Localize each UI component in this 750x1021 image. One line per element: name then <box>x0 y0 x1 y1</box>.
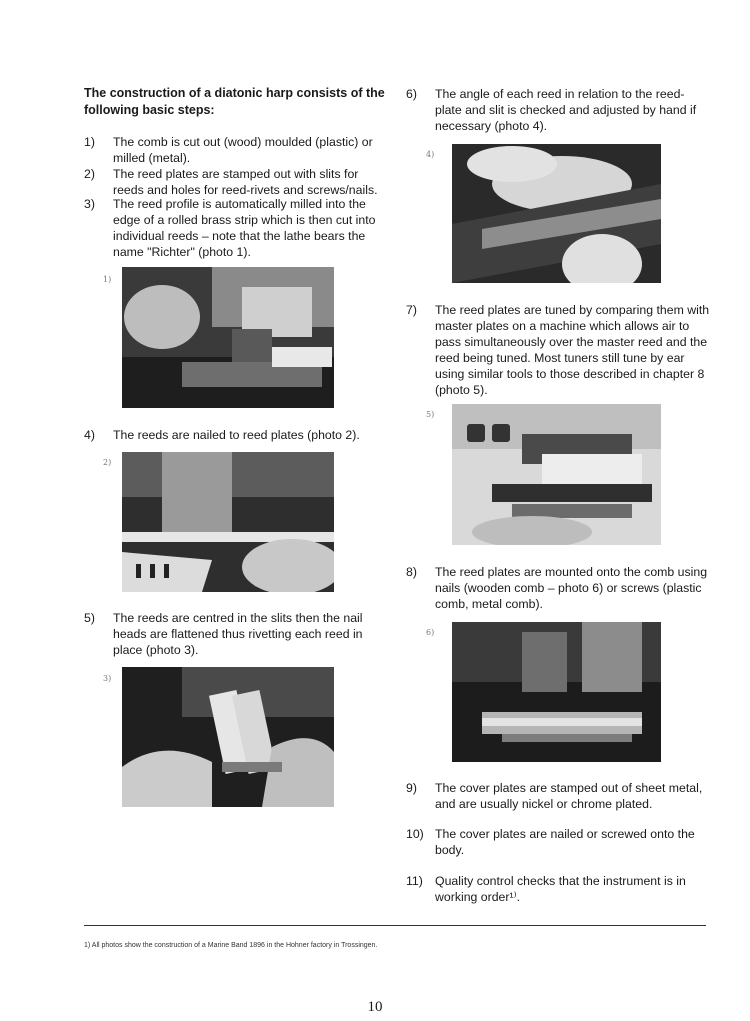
section-heading: The construction of a diatonic harp consists of the following basic steps: <box>84 86 385 117</box>
step-text: Quality control checks that the instrument is in working order¹⁾. <box>435 874 686 904</box>
step-text: The comb is cut out (wood) moulded (plastic) or milled (metal). <box>113 135 373 165</box>
photo-label: 2) <box>103 458 112 467</box>
step-number: 10) <box>406 827 424 841</box>
photo-label: 5) <box>426 410 435 419</box>
step-4 <box>84 427 394 443</box>
step-1 <box>84 134 394 166</box>
page-number: 10 <box>367 999 383 1015</box>
photo-label: 4) <box>426 150 435 159</box>
step-number: 5) <box>84 611 95 625</box>
step-text: The reeds are nailed to reed plates (photo 2). <box>113 428 360 442</box>
step-text: The reed plates are tuned by comparing them with master plates on a machine which allows air to pass simultaneously over the master reed and the reed being tuned. Most tuners still tune by ear using similar tools to those described in chapter 8 (photo 5). <box>435 303 710 397</box>
step-text: The angle of each reed in relation to the reed-plate and slit is checked and adjusted by hand if necessary (photo 4). <box>435 87 697 133</box>
step-5 <box>84 610 394 658</box>
step-number: 11) <box>406 874 423 888</box>
photo-label: 6) <box>426 628 435 637</box>
step-3 <box>84 196 394 260</box>
photo-1-lathe <box>122 267 334 408</box>
step-10 <box>406 826 716 858</box>
step-8 <box>406 564 716 612</box>
photo-5-tuning <box>452 404 661 545</box>
photo-3-riveting <box>122 667 334 807</box>
step-11 <box>406 873 716 905</box>
photo-2-nailing <box>122 452 334 592</box>
step-number: 7) <box>406 303 417 317</box>
step-7 <box>406 302 716 398</box>
step-text: The reed plates are stamped out with slits for reeds and holes for reed-rivets and screws/nails. <box>113 167 378 197</box>
step-6 <box>406 86 716 134</box>
step-number: 4) <box>84 428 95 442</box>
step-text: The reed profile is automatically milled into the edge of a rolled brass strip which is then cut into individual reeds – note that the lathe bears the name "Richter" (photo 1). <box>113 197 376 259</box>
step-number: 8) <box>406 565 417 579</box>
footnote-divider <box>84 925 706 926</box>
step-number: 9) <box>406 781 417 795</box>
step-number: 2) <box>84 167 95 181</box>
step-text: The reeds are centred in the slits then the nail heads are flattened thus rivetting each reed in place (photo 3). <box>113 611 363 657</box>
step-text: The cover plates are stamped out of sheet metal, and are usually nickel or chrome plated. <box>435 781 703 811</box>
photo-4-adjusting <box>452 144 661 283</box>
step-text: The reed plates are mounted onto the comb using nails (wooden comb – photo 6) or screws (plastic comb, metal comb). <box>435 565 708 611</box>
step-number: 1) <box>84 135 95 149</box>
photo-label: 3) <box>103 674 112 683</box>
photo-6-mounting <box>452 622 661 762</box>
step-number: 6) <box>406 87 417 101</box>
footnote: 1) All photos show the construction of a Marine Band 1896 in the Hohner factory in Trossingen. <box>84 942 378 949</box>
photo-label: 1) <box>103 275 112 284</box>
step-number: 3) <box>84 197 95 211</box>
step-2 <box>84 166 394 198</box>
step-9 <box>406 780 716 812</box>
step-text: The cover plates are nailed or screwed onto the body. <box>435 827 695 857</box>
